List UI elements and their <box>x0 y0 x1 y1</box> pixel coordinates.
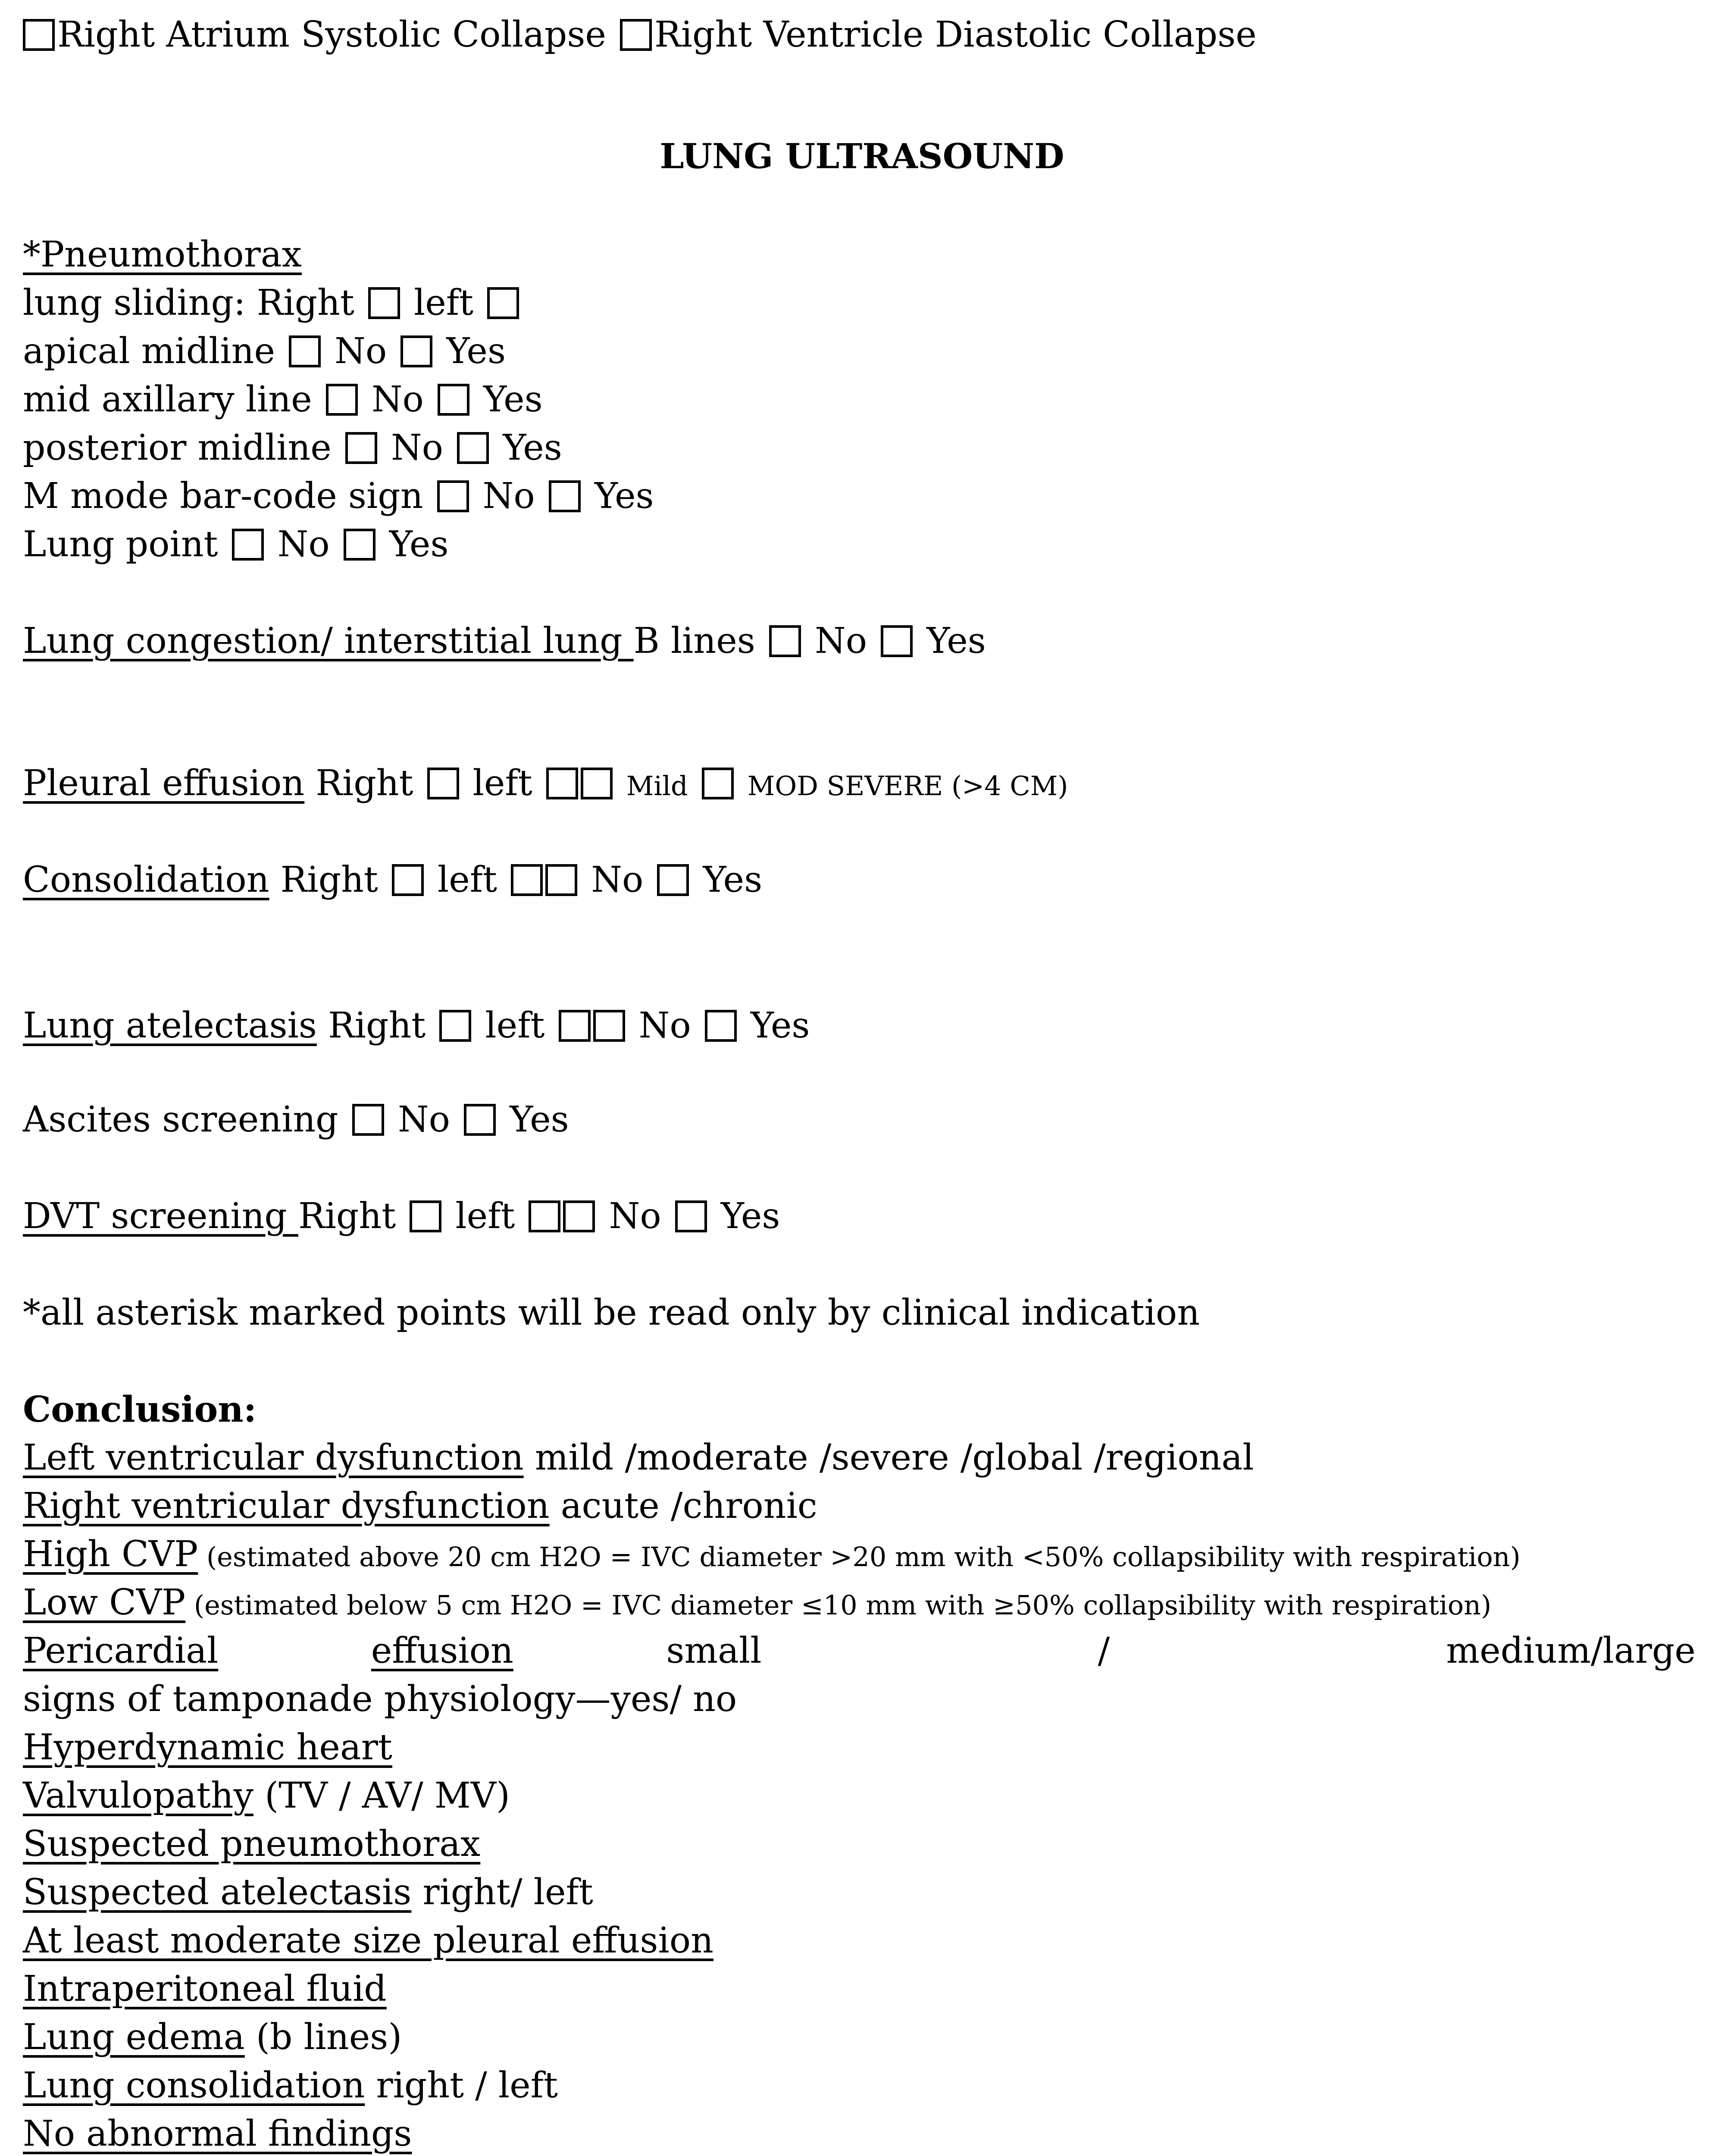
consolidation-row <box>23 859 763 900</box>
no-abnormal-line: No abnormal findings <box>23 2113 412 2154</box>
apical-midline-row <box>23 331 506 372</box>
lung-edema-term: Lung edema <box>23 2017 245 2058</box>
congestion-yes-checkbox[interactable] <box>881 625 913 657</box>
yes-label: Yes <box>483 379 543 420</box>
ascites-label: Ascites screening <box>23 1099 338 1140</box>
left-label: left <box>455 1196 515 1237</box>
apical-midline-no-checkbox[interactable] <box>289 335 321 367</box>
mild-label: Mild <box>626 770 688 802</box>
small-option: small <box>666 1630 762 1671</box>
lung-point-row <box>23 524 449 565</box>
no-label: No <box>482 476 535 517</box>
yes-label: Yes <box>510 1099 569 1140</box>
ascites-yes-checkbox[interactable] <box>464 1104 496 1136</box>
lung-point-yes-checkbox[interactable] <box>344 529 375 561</box>
no-label: No <box>277 524 330 565</box>
rv-dysfunction-options: acute /chronic <box>549 1485 817 1526</box>
lung-sliding-left-label: left <box>414 282 474 323</box>
congestion-row <box>23 620 986 661</box>
lung-edema-note: (b lines) <box>244 2017 402 2058</box>
ascites-row <box>23 1099 569 1140</box>
no-label: No <box>335 331 387 372</box>
rv-dysfunction-term: Right ventricular dysfunction <box>23 1485 550 1526</box>
section-title: LUNG ULTRASOUND <box>660 136 1064 176</box>
dvt-heading: DVT screening <box>23 1196 298 1237</box>
lung-sliding-left-checkbox[interactable] <box>487 287 519 319</box>
m-mode-row <box>23 476 654 517</box>
pleural-moderate-line: At least moderate size pleural effusion <box>23 1920 713 1961</box>
pleural-left-checkbox[interactable] <box>546 768 578 799</box>
atelectasis-row <box>23 1005 810 1046</box>
atelectasis-right-checkbox[interactable] <box>439 1010 471 1042</box>
ascites-no-checkbox[interactable] <box>352 1104 384 1136</box>
dvt-left-checkbox[interactable] <box>529 1200 560 1232</box>
atelectasis-heading: Lung atelectasis <box>23 1005 317 1046</box>
yes-label: Yes <box>389 524 449 565</box>
low-cvp-term: Low CVP <box>23 1582 186 1623</box>
left-label: left <box>438 859 497 900</box>
yes-label: Yes <box>750 1005 810 1046</box>
low-cvp-note: (estimated below 5 cm H2O = IVC diameter ≤10 mm with ≥50% collapsibility with respiration) <box>185 1589 1492 1621</box>
high-cvp-term: High CVP <box>23 1534 198 1575</box>
mod-severe-label: MOD SEVERE (>4 CM) <box>747 770 1068 802</box>
right-label: Right <box>280 859 378 900</box>
collapse-row <box>23 14 1257 55</box>
lv-dysfunction-term: Left ventricular dysfunction <box>23 1437 524 1478</box>
rv-dysfunction-line <box>23 1485 817 1526</box>
high-cvp-line <box>23 1534 1521 1575</box>
tamponade-line: signs of tamponade physiology—yes/ no <box>23 1679 737 1720</box>
suspected-atelectasis-term: Suspected atelectasis <box>23 1872 412 1913</box>
high-cvp-note: (estimated above 20 cm H2O = IVC diameter >20 mm with <50% collapsibility with respiration) <box>198 1541 1521 1573</box>
no-label: No <box>391 427 444 468</box>
dvt-yes-checkbox[interactable] <box>675 1200 707 1232</box>
lv-dysfunction-options: mild /moderate /severe /global /regional <box>523 1437 1254 1478</box>
lung-consolidation-line <box>23 2065 558 2106</box>
hyperdynamic-line: Hyperdynamic heart <box>23 1727 392 1768</box>
posterior-midline-row <box>23 427 562 468</box>
left-label: left <box>472 763 532 804</box>
pleural-effusion-row <box>23 763 1068 804</box>
left-label: left <box>485 1005 545 1046</box>
lung-sliding-row <box>23 282 522 323</box>
pleural-severe-checkbox[interactable] <box>702 768 734 799</box>
valvulopathy-line <box>23 1775 510 1816</box>
lung-sliding-right-checkbox[interactable] <box>368 287 400 319</box>
intraperitoneal-line: Intraperitoneal fluid <box>23 1968 387 2009</box>
apical-midline-yes-checkbox[interactable] <box>400 335 432 367</box>
suspected-atelectasis-options: right/ left <box>411 1872 593 1913</box>
mid-axillary-yes-checkbox[interactable] <box>438 384 469 416</box>
pleural-mild-checkbox[interactable] <box>581 768 613 799</box>
pericardial-effusion-term <box>23 1630 666 1671</box>
yes-label: Yes <box>720 1196 780 1237</box>
asterisk-note: *all asterisk marked points will be read only by clinical indication <box>23 1292 1200 1333</box>
yes-label: Yes <box>503 427 562 468</box>
low-cvp-line <box>23 1582 1492 1623</box>
dvt-row <box>23 1196 780 1237</box>
lung-edema-line <box>23 2017 402 2058</box>
suspected-pneumothorax-line: Suspected pneumothorax <box>23 1824 481 1865</box>
no-label: No <box>814 620 867 661</box>
consolidation-left-checkbox[interactable] <box>511 864 543 896</box>
lung-point-label: Lung point <box>23 524 218 565</box>
pleural-effusion-heading: Pleural effusion <box>23 763 305 804</box>
no-label: No <box>591 859 644 900</box>
valvulopathy-options: (TV / AV/ MV) <box>253 1775 510 1816</box>
yes-label: Yes <box>446 331 506 372</box>
medium-large-option: medium/large <box>1446 1630 1696 1671</box>
congestion-heading: Lung congestion/ interstitial lung <box>23 620 634 661</box>
pericardial-options <box>666 1630 1696 1671</box>
lung-sliding-label: lung sliding: Right <box>23 282 354 323</box>
conclusion-heading: Conclusion: <box>23 1389 257 1430</box>
lung-point-no-checkbox[interactable] <box>232 529 264 561</box>
suspected-atelectasis-line <box>23 1872 593 1913</box>
no-label: No <box>638 1005 691 1046</box>
right-label: Right <box>298 1196 396 1237</box>
congestion-no-checkbox[interactable] <box>769 625 801 657</box>
lung-consolidation-term: Lung consolidation <box>23 2065 365 2106</box>
pericardial-word: Pericardial <box>23 1630 219 1671</box>
lv-dysfunction-line <box>23 1437 1254 1478</box>
consolidation-heading: Consolidation <box>23 859 269 900</box>
right-label: Right <box>316 763 413 804</box>
no-label: No <box>397 1099 450 1140</box>
posterior-midline-label: posterior midline <box>23 427 332 468</box>
yes-label: Yes <box>703 859 763 900</box>
m-mode-yes-checkbox[interactable] <box>549 480 581 512</box>
slash-separator: / <box>1098 1630 1110 1671</box>
no-label: No <box>609 1196 661 1237</box>
mid-axillary-no-checkbox[interactable] <box>326 384 358 416</box>
atelectasis-yes-checkbox[interactable] <box>705 1010 737 1042</box>
mid-axillary-row <box>23 379 543 420</box>
apical-midline-label: apical midline <box>23 331 275 372</box>
yes-label: Yes <box>594 476 654 517</box>
ra-collapse-checkbox[interactable] <box>23 19 55 51</box>
pericardial-effusion-line <box>23 1630 1696 1671</box>
yes-label: Yes <box>926 620 986 661</box>
right-label: Right <box>328 1005 426 1046</box>
b-lines-label: B lines <box>633 620 755 661</box>
mid-axillary-label: mid axillary line <box>23 379 312 420</box>
ra-collapse-label: Right Atrium Systolic Collapse <box>57 14 606 55</box>
no-label: No <box>371 379 424 420</box>
m-mode-no-checkbox[interactable] <box>437 480 469 512</box>
dvt-right-checkbox[interactable] <box>410 1200 441 1232</box>
lung-consolidation-options: right / left <box>365 2065 558 2106</box>
consolidation-yes-checkbox[interactable] <box>657 864 689 896</box>
m-mode-label: M mode bar-code sign <box>23 476 423 517</box>
dvt-no-checkbox[interactable] <box>563 1200 595 1232</box>
consolidation-no-checkbox[interactable] <box>545 864 577 896</box>
effusion-word: effusion <box>371 1630 513 1671</box>
atelectasis-left-checkbox[interactable] <box>559 1010 591 1042</box>
valvulopathy-term: Valvulopathy <box>23 1775 254 1816</box>
posterior-midline-no-checkbox[interactable] <box>345 432 377 464</box>
pleural-right-checkbox[interactable] <box>427 768 459 799</box>
posterior-midline-yes-checkbox[interactable] <box>457 432 489 464</box>
atelectasis-no-checkbox[interactable] <box>593 1010 625 1042</box>
consolidation-right-checkbox[interactable] <box>392 864 424 896</box>
rv-collapse-checkbox[interactable] <box>620 19 652 51</box>
rv-collapse-label: Right Ventricle Diastolic Collapse <box>654 14 1257 55</box>
pneumothorax-heading: *Pneumothorax <box>23 234 302 275</box>
